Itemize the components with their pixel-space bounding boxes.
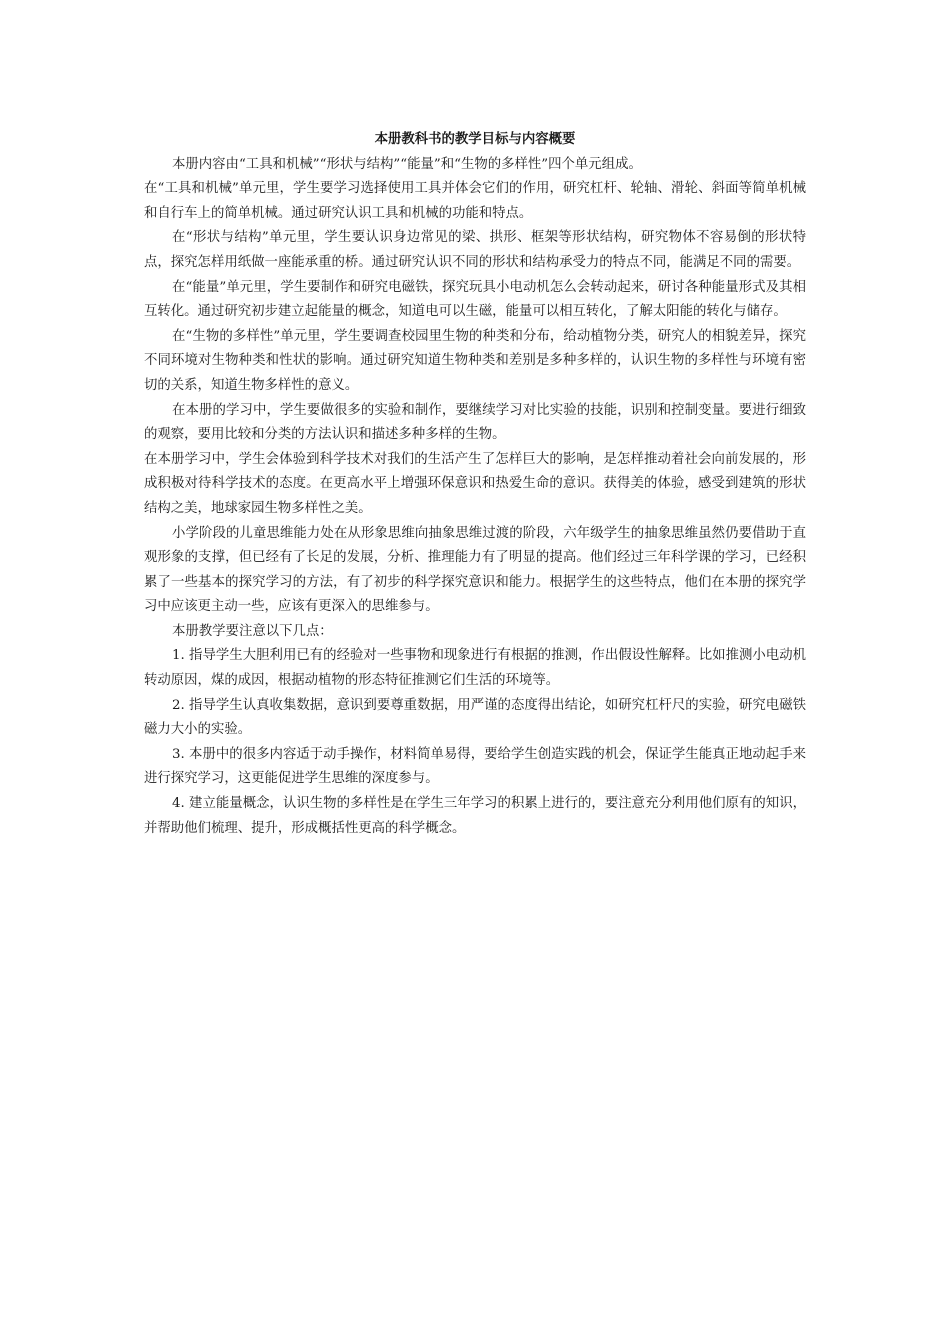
- list-item-2: 2. 指导学生认真收集数据，意识到要尊重数据，用严谨的态度得出结论，如研究杠杆尺的实验，研究电磁铁磁力大小的实验。: [144, 697, 806, 738]
- list-item-3: 3. 本册中的很多内容适于动手操作，材料简单易得，要给学生创造实践的机会，保证学生能真正地动起手来进行探究学习，这更能促进学生思维的深度参与。: [144, 746, 806, 787]
- paragraph-tools-machines: 在“工具和机械”单元里，学生要学习选择使用工具并体会它们的作用，研究杠杆、轮轴、滑轮、斜面等简单机械和自行车上的简单机械。通过研究认识工具和机械的功能和特点。: [144, 181, 806, 221]
- list-item-4: 4. 建立能量概念，认识生物的多样性是在学生三年学习的积累上进行的，要注意充分利用他们原有的知识，并帮助他们梳理、提升，形成概括性更高的科学概念。: [144, 796, 806, 836]
- document-body: [144, 128, 806, 841]
- paragraph-teaching-notes-heading: 本册教学要注意以下几点：: [172, 623, 333, 639]
- document-title: 本册教科书的教学目标与内容概要: [374, 132, 576, 147]
- paragraph-energy: 在“能量”单元里，学生要制作和研究电磁铁，探究玩具小电动机怎么会转动起来，研讨各种能量形式及其相互转化。通过研究初步建立起能量的概念，知道电可以生磁，能量可以相互转化，了解太阳能的转化与储存。: [144, 279, 806, 320]
- paragraph-experiments: 在本册的学习中，学生要做很多的实验和制作，要继续学习对比实验的技能，识别和控制变量。要进行细致的观察，要用比较和分类的方法认识和描述多种多样的生物。: [144, 402, 806, 443]
- paragraph-science-technology: 在本册学习中，学生会体验到科学技术对我们的生活产生了怎样巨大的影响，是怎样推动着社会向前发展的，形成积极对待科学技术的态度。在更高水平上增强环保意识和热爱生命的意识。获得美的体验，感受到建筑的形状结构之美，地球家园生物多样性之美。: [144, 451, 806, 516]
- paragraph-intro: 本册内容由“工具和机械”“形状与结构”“能量”和“生物的多样性”四个单元组成。: [172, 156, 642, 172]
- paragraph-biodiversity: 在“生物的多样性”单元里，学生要调查校园里生物的种类和分布，给动植物分类，研究人的相貌差异，探究不同环境对生物种类和性状的影响。通过研究知道生物种类和差别是多种多样的，认识生物的多样性与环境有密切的关系，知道生物多样性的意义。: [144, 328, 806, 393]
- list-item-1: 1. 指导学生大胆利用已有的经验对一些事物和现象进行有根据的推测，作出假设性解释。比如推测小电动机转动原因，煤的成因，根据动植物的形态特征推测它们生活的环境等。: [144, 648, 806, 689]
- paragraph-shape-structure: 在“形状与结构”单元里，学生要认识身边常见的梁、拱形、框架等形状结构，研究物体不容易倒的形状特点，探究怎样用纸做一座能承重的桥。通过研究认识不同的形状和结构承受力的特点不同，能满足不同的需要。: [144, 230, 806, 270]
- paragraph-student-thinking: 小学阶段的儿童思维能力处在从形象思维向抽象思维过渡的阶段，六年级学生的抽象思维虽然仍要借助于直观形象的支撑，但已经有了长足的发展，分析、推理能力有了明显的提高。他们经过三年科学课的学习，已经积累了一些基本的探究学习的方法，有了初步的科学探究意识和能力。根据学生的这些特点，他们在本册的探究学习中应该更主动一些，应该有更深入的思维参与。: [144, 525, 806, 615]
